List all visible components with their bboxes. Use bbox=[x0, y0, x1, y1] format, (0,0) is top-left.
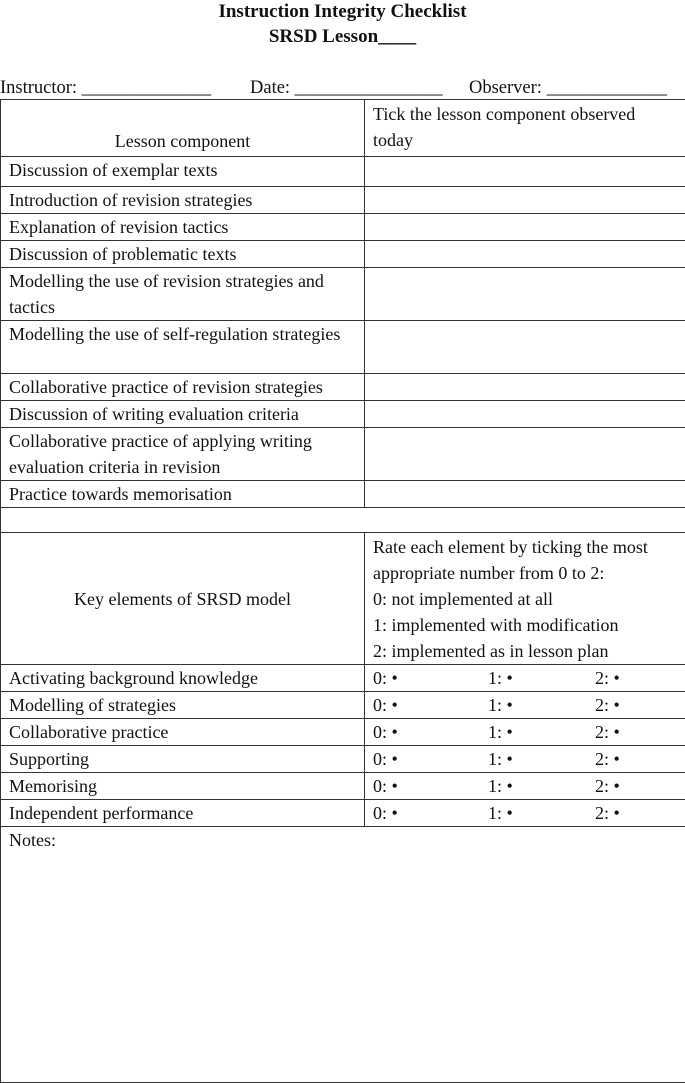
component-label: Discussion of writing evaluation criteria bbox=[1, 401, 365, 428]
tick-cell[interactable] bbox=[365, 268, 685, 321]
srsd-element-label: Independent performance bbox=[1, 800, 365, 827]
rating-option-0[interactable]: 0: • bbox=[373, 800, 398, 826]
rating-cell bbox=[365, 800, 685, 827]
rating-cell bbox=[365, 719, 685, 746]
tick-cell[interactable] bbox=[365, 428, 685, 481]
rating-option-2[interactable]: 2: • bbox=[595, 746, 620, 772]
notes-cell[interactable] bbox=[1, 827, 685, 1083]
component-label: Introduction of revision strategies bbox=[1, 187, 365, 214]
component-label: Practice towards memorisation bbox=[1, 481, 365, 508]
rating-option-0[interactable]: 0: • bbox=[373, 719, 398, 745]
rating-option-0[interactable]: 0: • bbox=[373, 746, 398, 772]
rating-cell bbox=[365, 773, 685, 800]
component-label: Collaborative practice of applying writing evaluation criteria in revision bbox=[1, 428, 365, 481]
srsd-row bbox=[1, 719, 685, 746]
srsd-element-label: Supporting bbox=[1, 746, 365, 773]
components-header-row bbox=[1, 100, 685, 157]
component-row bbox=[1, 401, 685, 428]
date-field[interactable]: Date: ________________ bbox=[250, 76, 443, 100]
srsd-element-label: Modelling of strategies bbox=[1, 692, 365, 719]
rating-option-1[interactable]: 1: • bbox=[488, 773, 513, 799]
rating-option-2[interactable]: 2: • bbox=[595, 773, 620, 799]
spacer-row bbox=[1, 508, 685, 533]
rating-option-1[interactable]: 1: • bbox=[488, 665, 513, 691]
checklist-table bbox=[0, 99, 685, 1083]
rating-option-0[interactable]: 0: • bbox=[373, 773, 398, 799]
rating-option-2[interactable]: 2: • bbox=[595, 800, 620, 826]
scale-item: 2: implemented as in lesson plan bbox=[373, 638, 677, 664]
notes-label: Notes: bbox=[9, 830, 56, 850]
tick-cell[interactable] bbox=[365, 157, 685, 187]
component-label: Modelling the use of self-regulation strategies bbox=[1, 321, 365, 374]
srsd-row bbox=[1, 746, 685, 773]
component-row bbox=[1, 321, 685, 374]
component-row bbox=[1, 187, 685, 214]
rating-instruction-text: Rate each element by ticking the most appropriate number from 0 to 2: bbox=[373, 534, 677, 586]
instructor-field[interactable]: Instructor: ______________ bbox=[0, 76, 211, 100]
rating-option-1[interactable]: 1: • bbox=[488, 800, 513, 826]
srsd-row bbox=[1, 773, 685, 800]
srsd-element-label: Activating background knowledge bbox=[1, 665, 365, 692]
component-row bbox=[1, 214, 685, 241]
rating-option-0[interactable]: 0: • bbox=[373, 692, 398, 718]
component-row bbox=[1, 268, 685, 321]
rating-option-0[interactable]: 0: • bbox=[373, 665, 398, 691]
srsd-header-row bbox=[1, 533, 685, 665]
rating-cell bbox=[365, 665, 685, 692]
page-title: Instruction Integrity Checklist bbox=[0, 0, 685, 24]
component-label: Modelling the use of revision strategies and tactics bbox=[1, 268, 365, 321]
rating-instructions bbox=[365, 533, 685, 665]
srsd-element-label: Collaborative practice bbox=[1, 719, 365, 746]
tick-cell[interactable] bbox=[365, 214, 685, 241]
rating-option-2[interactable]: 2: • bbox=[595, 665, 620, 691]
component-row bbox=[1, 157, 685, 187]
component-row bbox=[1, 374, 685, 401]
lesson-subtitle: SRSD Lesson____ bbox=[0, 25, 685, 49]
rating-option-1[interactable]: 1: • bbox=[488, 746, 513, 772]
tick-cell[interactable] bbox=[365, 187, 685, 214]
component-row bbox=[1, 428, 685, 481]
rating-option-2[interactable]: 2: • bbox=[595, 692, 620, 718]
meta-line bbox=[0, 76, 685, 100]
component-label: Discussion of exemplar texts bbox=[1, 157, 365, 187]
notes-row bbox=[1, 827, 685, 1083]
tick-cell[interactable] bbox=[365, 374, 685, 401]
tick-cell[interactable] bbox=[365, 321, 685, 374]
rating-cell bbox=[365, 746, 685, 773]
spacer-cell bbox=[1, 508, 685, 533]
scale-item: 0: not implemented at all bbox=[373, 586, 677, 612]
component-label: Explanation of revision tactics bbox=[1, 214, 365, 241]
scale-item: 1: implemented with modification bbox=[373, 612, 677, 638]
tick-cell[interactable] bbox=[365, 241, 685, 268]
component-row bbox=[1, 241, 685, 268]
tick-cell[interactable] bbox=[365, 481, 685, 508]
tick-observed-header: Tick the lesson component observed today bbox=[365, 100, 685, 157]
srsd-row bbox=[1, 665, 685, 692]
tick-cell[interactable] bbox=[365, 401, 685, 428]
key-elements-header: Key elements of SRSD model bbox=[1, 533, 365, 665]
rating-option-1[interactable]: 1: • bbox=[488, 719, 513, 745]
rating-cell bbox=[365, 692, 685, 719]
component-label: Discussion of problematic texts bbox=[1, 241, 365, 268]
srsd-element-label: Memorising bbox=[1, 773, 365, 800]
observer-field[interactable]: Observer: _____________ bbox=[469, 76, 667, 100]
srsd-row bbox=[1, 692, 685, 719]
component-row bbox=[1, 481, 685, 508]
rating-option-2[interactable]: 2: • bbox=[595, 719, 620, 745]
component-label: Collaborative practice of revision strategies bbox=[1, 374, 365, 401]
rating-option-1[interactable]: 1: • bbox=[488, 692, 513, 718]
srsd-row bbox=[1, 800, 685, 827]
lesson-component-header: Lesson component bbox=[1, 100, 365, 157]
